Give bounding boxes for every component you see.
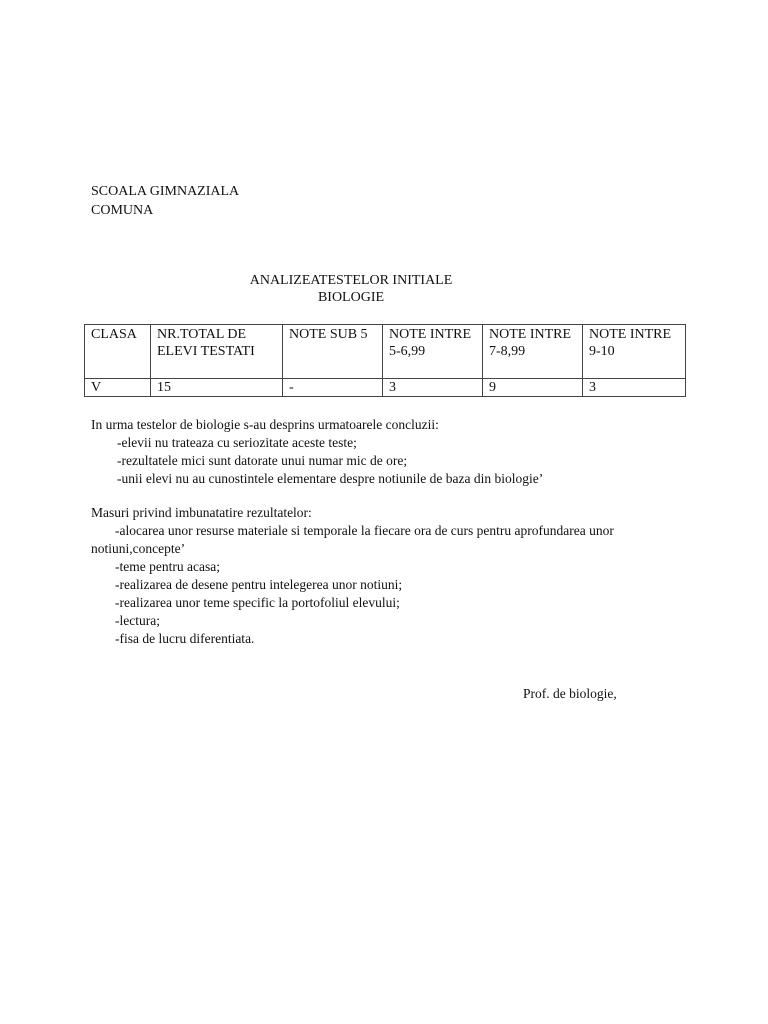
commune-name: COMUNA <box>91 203 154 218</box>
school-name: SCOALA GIMNAZIALA <box>91 184 240 199</box>
school-header <box>91 183 239 221</box>
table-row <box>85 379 686 397</box>
header-cell-9-10: NOTE INTRE 9-10 <box>583 325 686 379</box>
conclusion-item: -rezultatele mici sunt datorate unui numar mic de ore; <box>117 453 408 468</box>
measure-item: -realizarea unor teme specific la portofoliul elevului; <box>115 595 400 610</box>
table-cell: V <box>85 379 151 397</box>
conclusion-item: -unii elevi nu au cunostintele elementare despre notiunile de baza din biologie’ <box>117 471 544 486</box>
conclusions-intro: In urma testelor de biologie s-au desprins urmatoarele concluzii: <box>91 417 439 432</box>
results-table <box>84 324 686 397</box>
measure-item: -fisa de lucru diferentiata. <box>115 631 255 646</box>
measures-section <box>91 504 691 648</box>
measure-item: -teme pentru acasa; <box>115 559 220 574</box>
header-cell-total: NR.TOTAL DE ELEVI TESTATI <box>151 325 283 379</box>
table-header-row <box>85 325 686 379</box>
header-cell-sub5: NOTE SUB 5 <box>283 325 383 379</box>
header-cell-clasa: CLASA <box>85 325 151 379</box>
conclusion-item: -elevii nu trateaza cu seriozitate aceste teste; <box>117 435 357 450</box>
title-line-1: ANALIZEATESTELOR INITIALE <box>249 273 453 288</box>
conclusions-section <box>91 416 691 488</box>
header-cell-7-899: NOTE INTRE 7-8,99 <box>483 325 583 379</box>
header-cell-5-699: NOTE INTRE 5-6,99 <box>383 325 483 379</box>
signature-line: Prof. de biologie, <box>523 686 617 701</box>
measure-item: -lectura; <box>115 613 160 628</box>
table-cell: 9 <box>483 379 583 397</box>
table-cell: 3 <box>583 379 686 397</box>
title-line-2: BIOLOGIE <box>317 290 385 305</box>
table-cell: 15 <box>151 379 283 397</box>
document-title <box>200 272 502 306</box>
measure-item: -realizarea de desene pentru intelegerea unor notiuni; <box>115 577 403 592</box>
measures-intro: Masuri privind imbunatatire rezultatelor: <box>91 505 312 520</box>
table-cell: 3 <box>383 379 483 397</box>
table-cell: - <box>283 379 383 397</box>
measure-item-continuation: notiuni,concepte’ <box>91 541 186 556</box>
measure-item: -alocarea unor resurse materiale si temporale la fiecare ora de curs pentru aprofundarea unor <box>115 523 614 538</box>
